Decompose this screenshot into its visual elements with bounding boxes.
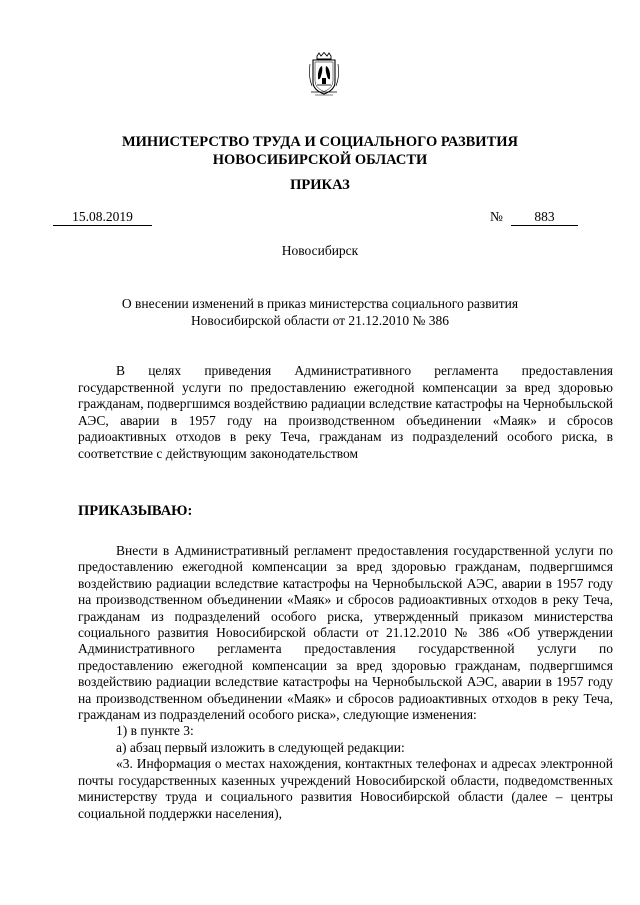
intro-paragraph (78, 363, 613, 462)
intro-text: В целях приведения Административного регламента предоставления государственной услуги по предоставлению ежегодной компенсации за вред здоровью гражданам, подвергшимся воздействию радиации вследствие катастрофы на Чернобыльской АЭС, аварии в 1957 году на производственном объединении «Маяк» и сбросов радиоактивных отходов в реку Теча, гражданам из подразделений особого риска, в соответствие с действующим законодательством (78, 363, 613, 461)
ministry-name-line2: НОВОСИБИРСКОЙ ОБЛАСТИ (212, 152, 428, 168)
document-type: ПРИКАЗ (290, 177, 350, 193)
document-date: 15.08.2019 (53, 209, 152, 226)
list-item: 1) в пункте 3: (116, 723, 194, 739)
ministry-name (0, 133, 640, 169)
quote-paragraph: «3. Информация о местах нахождения, контактных телефонах и адресах электронной почты государственных казенных учреждений Новосибирской области, подведомственных министерству труда и социального развития Новосибирской области (далее – центры социальной поддержки населения), (78, 756, 613, 821)
body-paragraph: Внести в Административный регламент предоставления государственной услуги по предоставлению ежегодной компенсации за вред здоровью гражданам, подвергшимся воздействию радиации вследствие катастрофы на Чернобыльской АЭС, аварии в 1957 году на производственном объединении «Маяк» и сбросов радиоактивных отходов в реку Теча, гражданам из подразделений особого риска, утвержденный приказом министерства социального развития Новосибирской области от 21.12.2010 № 386 «Об утверждении Административного регламента предоставления государственной услуги по предоставлению ежегодной компенсации за вред здоровью гражданам, подвергшимся воздействию радиации вследствие катастрофы на Чернобыльской АЭС, аварии в 1957 году на производственном объединении «Маяк» и сбросов радиоактивных отходов в реку Теча, гражданам из подразделений особого риска», следующие изменения: (78, 543, 613, 723)
number-label: № (490, 209, 503, 224)
city-name: Новосибирск (281, 243, 359, 258)
list-item: а) абзац первый изложить в следующей редакции: (116, 739, 405, 755)
coat-of-arms-icon (307, 52, 341, 98)
document-subject (0, 295, 640, 329)
subject-line2: Новосибирской области от 21.12.2010 № 386 (190, 313, 450, 328)
ministry-name-line1: МИНИСТЕРСТВО ТРУДА И СОЦИАЛЬНОГО РАЗВИТИЯ (121, 134, 519, 150)
subject-line1: О внесении изменений в приказ министерства социального развития (121, 296, 519, 311)
document-number: 883 (511, 209, 578, 226)
document-body (78, 543, 613, 822)
orders-heading: ПРИКАЗЫВАЮ: (78, 503, 193, 519)
